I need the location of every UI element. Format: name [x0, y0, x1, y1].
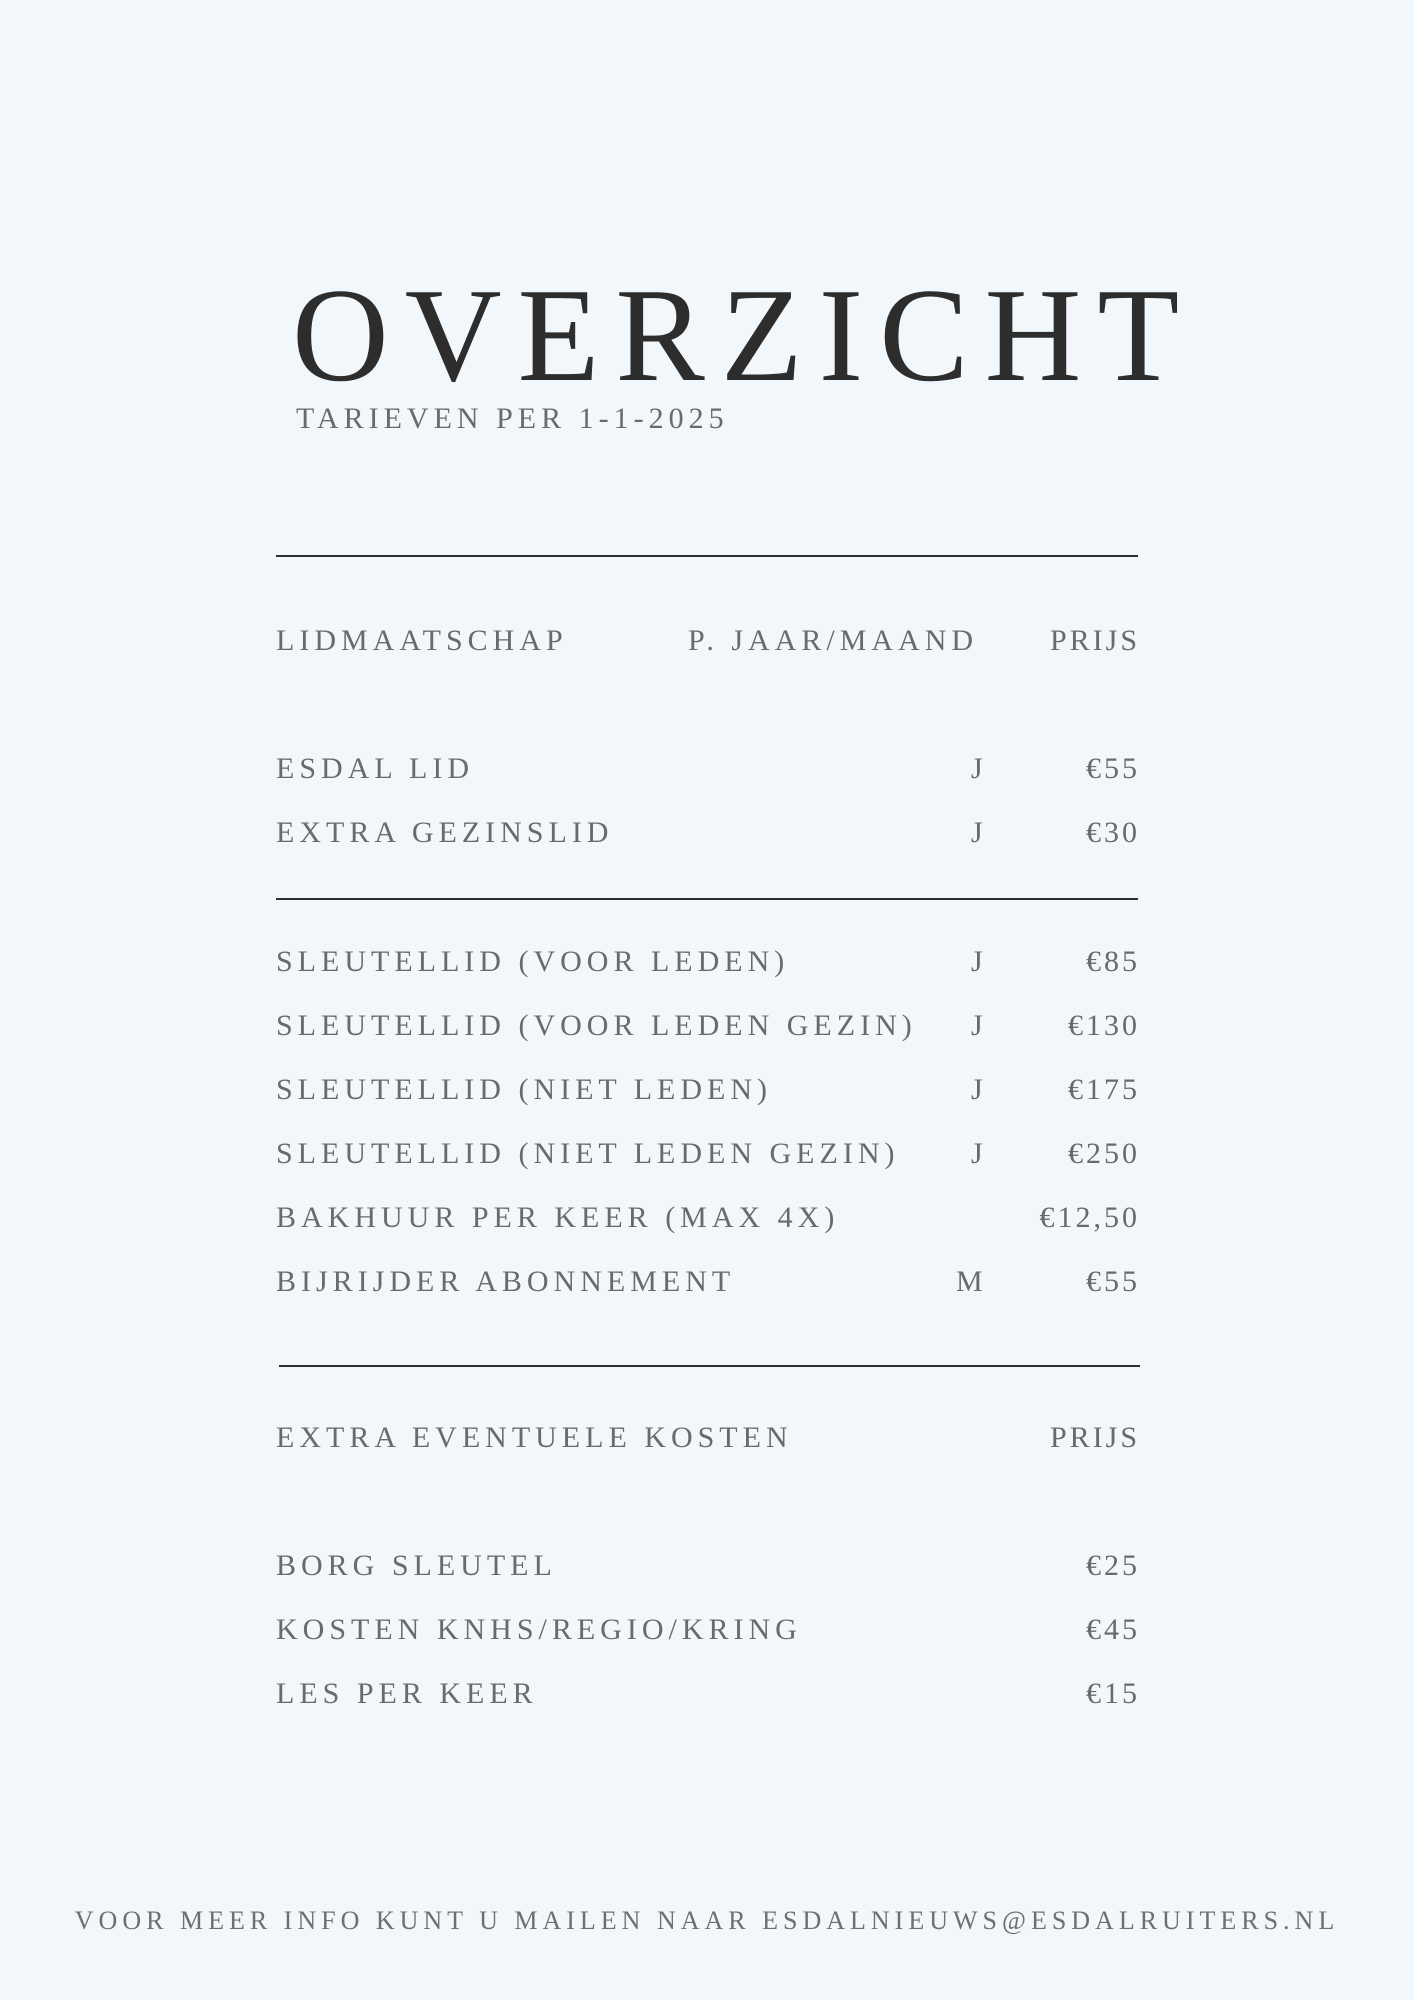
item-frequency: J [971, 816, 988, 849]
item-price: €30 [1086, 816, 1140, 849]
item-label: BAKHUUR PER KEER (MAX 4X) [276, 1201, 840, 1234]
item-label: EXTRA GEZINSLID [276, 816, 614, 849]
item-frequency: J [971, 1073, 988, 1106]
item-label: KOSTEN KNHS/REGIO/KRING [276, 1613, 802, 1646]
membership-header-label: LIDMAATSCHAP [276, 624, 568, 657]
item-label: SLEUTELLID (VOOR LEDEN GEZIN) [276, 1009, 917, 1042]
item-frequency: M [956, 1265, 988, 1298]
list-item [276, 1674, 1140, 1714]
item-price: €15 [1086, 1677, 1140, 1710]
item-label: SLEUTELLID (NIET LEDEN) [276, 1073, 773, 1106]
item-price: €55 [1086, 1265, 1140, 1298]
item-price: €25 [1086, 1549, 1140, 1582]
item-label: SLEUTELLID (NIET LEDEN GEZIN) [276, 1137, 900, 1170]
divider-middle [276, 898, 1138, 900]
list-item [276, 749, 1140, 789]
footer-contact: VOOR MEER INFO KUNT U MAILEN NAAR ESDALNIEUWS@ESDALRUITERS.NL [74, 1906, 1340, 1935]
item-price: €130 [1068, 1009, 1140, 1042]
list-item [276, 1262, 1140, 1302]
item-price: €175 [1068, 1073, 1140, 1106]
list-item [276, 813, 1140, 853]
list-item [276, 1070, 1140, 1110]
list-item [276, 1198, 1140, 1238]
extra-costs-header-label: EXTRA EVENTUELE KOSTEN [276, 1421, 793, 1454]
membership-header-frequency: P. JAAR/MAAND [688, 624, 979, 657]
item-label: BORG SLEUTEL [276, 1549, 557, 1582]
divider-top [276, 555, 1138, 557]
list-item [276, 1134, 1140, 1174]
item-frequency: J [971, 1009, 988, 1042]
item-label: BIJRIJDER ABONNEMENT [276, 1265, 736, 1298]
item-frequency: J [971, 945, 988, 978]
item-price: €250 [1068, 1137, 1140, 1170]
page-title: OVERZICHT [292, 261, 1196, 409]
page-subtitle: TARIEVEN PER 1-1-2025 [296, 402, 729, 435]
list-item [276, 1546, 1140, 1586]
item-label: LES PER KEER [276, 1677, 538, 1710]
item-price: €12,50 [1039, 1201, 1140, 1234]
list-item [276, 1006, 1140, 1046]
divider-bottom [279, 1365, 1140, 1367]
extra-costs-header-price: PRIJS [1049, 1421, 1140, 1454]
item-label: ESDAL LID [276, 752, 475, 785]
extra-costs-header [276, 1418, 1140, 1458]
membership-header-price: PRIJS [1049, 624, 1140, 657]
item-price: €55 [1086, 752, 1140, 785]
item-frequency: J [971, 752, 988, 785]
item-price: €85 [1086, 945, 1140, 978]
list-item [276, 942, 1140, 982]
membership-header [276, 621, 1140, 661]
item-frequency: J [971, 1137, 988, 1170]
list-item [276, 1610, 1140, 1650]
item-price: €45 [1086, 1613, 1140, 1646]
item-label: SLEUTELLID (VOOR LEDEN) [276, 945, 790, 978]
